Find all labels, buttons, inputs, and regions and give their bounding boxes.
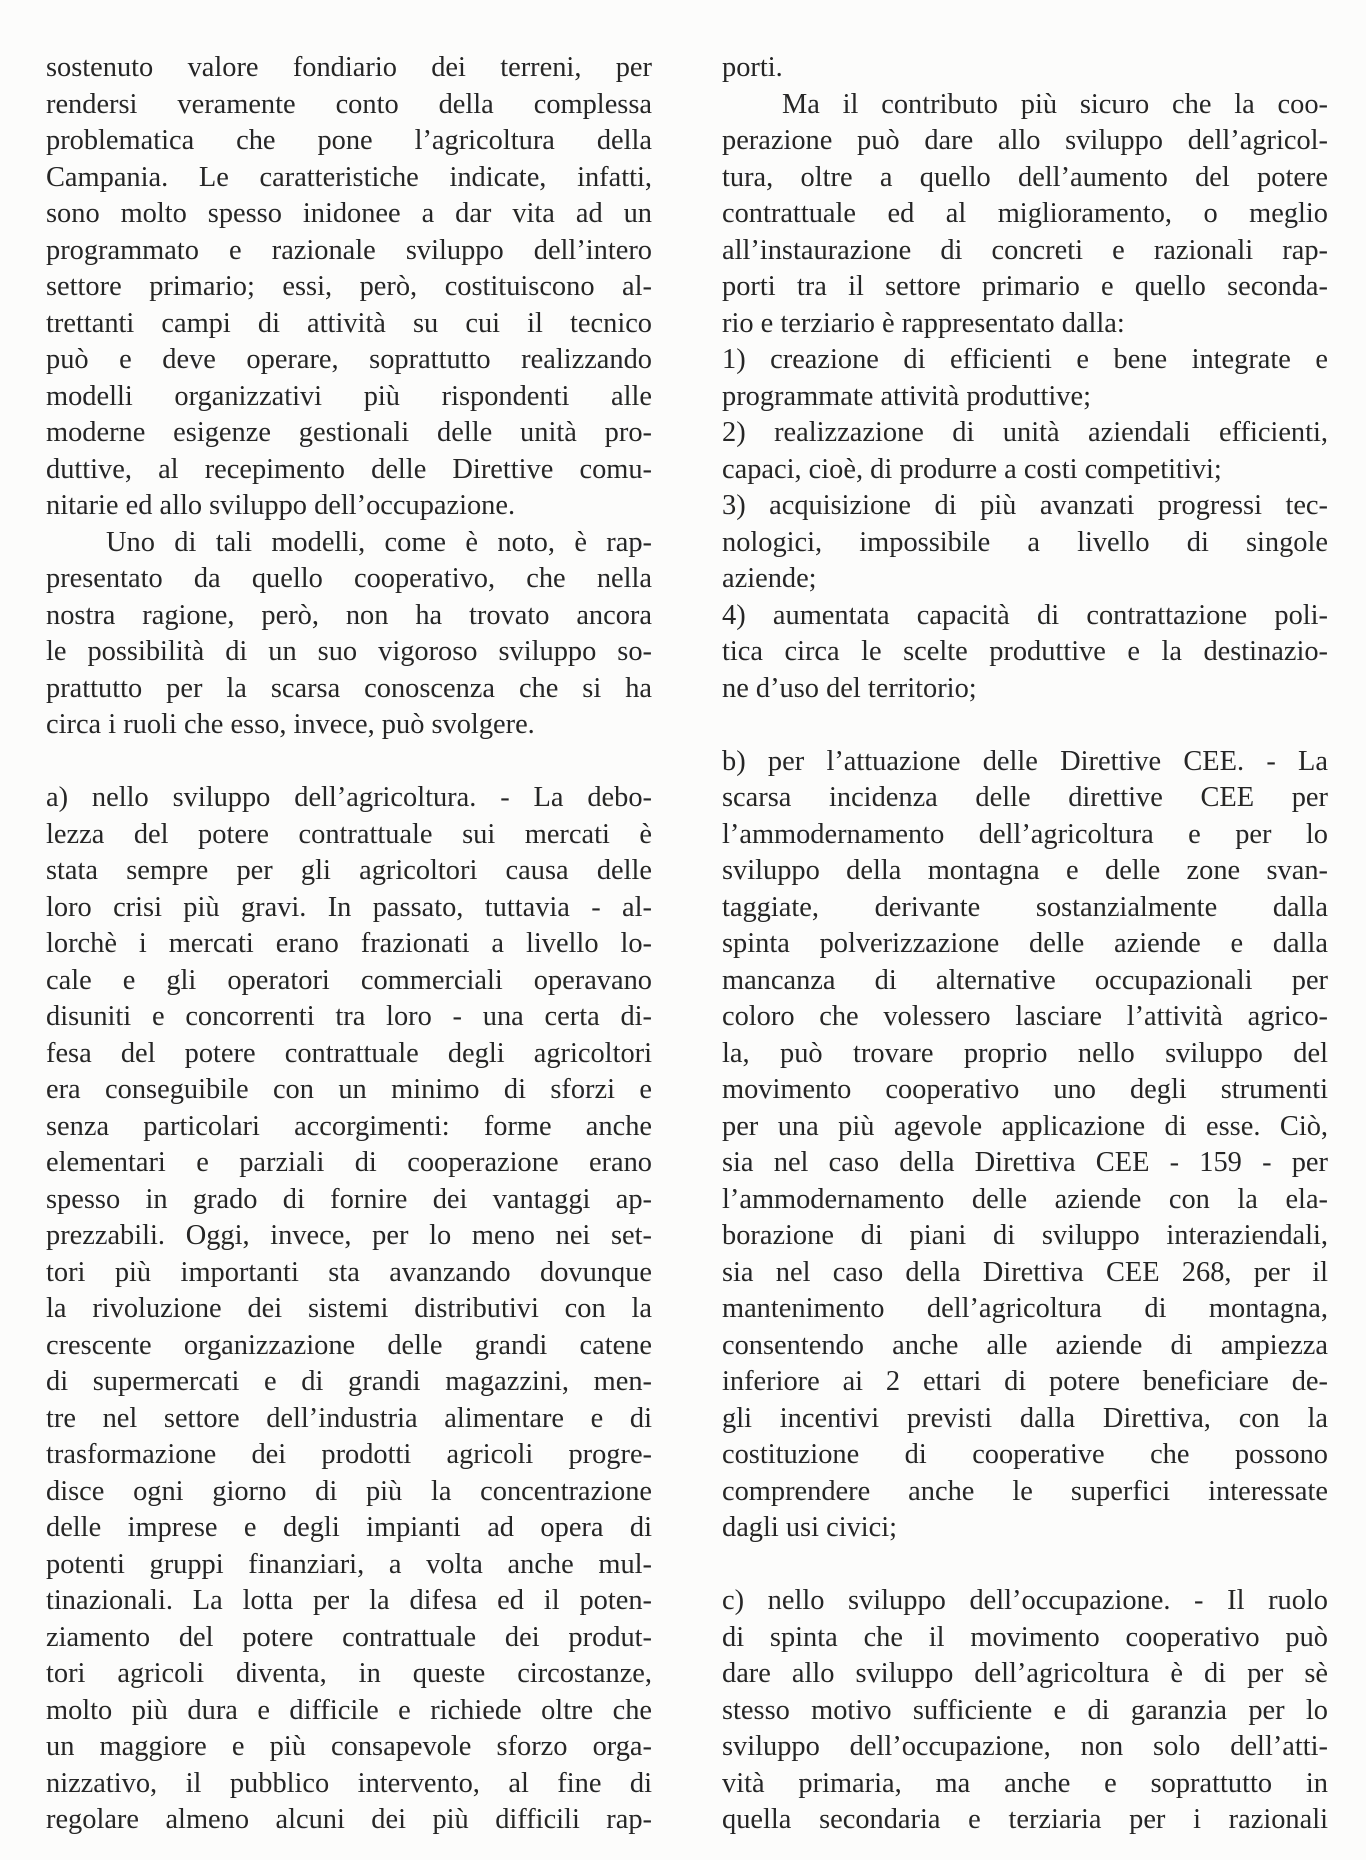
text-line: consentendo anche alle aziende di ampiezza	[722, 1329, 1328, 1361]
list-item: 2) realizzazione di unità aziendali efficienti,	[722, 417, 1328, 448]
text-line: tinazionali. La lotta per la difesa ed il poten-	[46, 1585, 652, 1616]
text-line: c) nello sviluppo dell’occupazione. - Il ruolo	[722, 1585, 1328, 1616]
text-line: potenti gruppi finanziari, a volta anche mul-	[46, 1548, 652, 1580]
text-line: circa i ruoli che esso, invece, può svolgere.	[46, 709, 535, 740]
text-line: delle imprese e degli impianti ad opera di	[46, 1512, 652, 1543]
text-line: rendersi veramente conto della complessa	[46, 88, 652, 120]
text-line: sviluppo dell’occupazione, non solo dell’atti-	[722, 1731, 1328, 1762]
right-numbered-list	[722, 342, 1328, 707]
text-line: di supermercati e di grandi magazzini, men-	[46, 1366, 652, 1397]
text-line: regolare almeno alcuni dei più difficili rap-	[46, 1804, 652, 1835]
text-line: programmato e razionale sviluppo dell’intero	[46, 234, 652, 266]
text-line: di spinta che il movimento cooperativo può	[722, 1621, 1328, 1653]
text-line: Ma il contributo più sicuro che la coo-	[782, 88, 1328, 120]
text-line: sia nel caso della Direttiva CEE 268, per il	[722, 1256, 1328, 1288]
text-line: elementari e parziali di cooperazione erano	[46, 1147, 652, 1178]
text-line: porti tra il settore primario e quello seconda-	[722, 271, 1328, 302]
text-line: b) per l’attuazione delle Direttive CEE. - La	[722, 745, 1328, 777]
text-line: duttive, al recepimento delle Direttive comu-	[46, 453, 652, 485]
right-paragraph-1	[722, 87, 1328, 343]
paragraph-spacer	[722, 707, 1328, 744]
text-line: prattutto per la scarsa conoscenza che si ha	[46, 672, 652, 704]
text-line: presentato da quello cooperativo, che nella	[46, 563, 652, 594]
text-line: quella secondaria e terziaria per i razionali	[722, 1804, 1328, 1835]
text-line: disuniti e concorrenti tra loro - una certa di-	[46, 1001, 652, 1032]
right-section-b	[722, 744, 1328, 1547]
text-line: molto più dura e difficile e richiede oltre che	[46, 1694, 652, 1726]
text-line: la, può trovare proprio nello sviluppo del	[722, 1037, 1328, 1069]
text-line: modelli organizzativi più rispondenti alle	[46, 380, 652, 412]
text-line: Campania. Le caratteristiche indicate, infatti,	[46, 161, 652, 193]
text-line: crescente organizzazione delle grandi catene	[46, 1329, 652, 1361]
text-line: Uno di tali modelli, come è noto, è rap-	[106, 526, 652, 558]
text-line: gli incentivi previsti dalla Direttiva, con la	[722, 1402, 1328, 1434]
text-line: mantenimento dell’agricoltura di montagna,	[722, 1293, 1328, 1324]
paragraph-spacer	[722, 1547, 1328, 1584]
list-item: tica circa le scelte produttive e la destinazio-	[722, 636, 1328, 667]
list-item: 4) aumentata capacità di contrattazione poli-	[722, 599, 1328, 631]
list-item: 1) creazione di efficienti e bene integrate e	[722, 344, 1328, 375]
text-line: mancanza di alternative occupazionali per	[722, 964, 1328, 996]
text-line: trettanti campi di attività su cui il tecnico	[46, 307, 652, 339]
list-item: aziende;	[722, 563, 817, 594]
text-line: spesso in grado di fornire dei vantaggi ap-	[46, 1183, 652, 1215]
text-line: tori agricoli diventa, in queste circostanze,	[46, 1658, 652, 1689]
text-line: porti.	[722, 52, 783, 83]
text-line: la rivoluzione dei sistemi distributivi con la	[46, 1293, 652, 1324]
text-line: tura, oltre a quello dell’aumento del potere	[722, 161, 1328, 193]
text-line: movimento cooperativo uno degli strumenti	[722, 1074, 1328, 1105]
right-column	[722, 50, 1328, 1839]
text-line: stesso motivo sufficiente e di garanzia per lo	[722, 1694, 1328, 1726]
text-line: disce ogni giorno di più la concentrazione	[46, 1475, 652, 1507]
text-line: a) nello sviluppo dell’agricoltura. - La debo-	[46, 782, 652, 813]
text-line: l’ammodernamento dell’agricoltura e per lo	[722, 818, 1328, 850]
text-line: contrattuale ed al miglioramento, o meglio	[722, 198, 1328, 229]
text-line: scarsa incidenza delle direttive CEE per	[722, 782, 1328, 813]
text-line: lezza del potere contrattuale sui mercati è	[46, 818, 652, 850]
list-item: capaci, cioè, di produrre a costi competitivi;	[722, 453, 1222, 485]
list-item: ne d’uso del territorio;	[722, 672, 977, 704]
text-line: borazione di piani di sviluppo interaziendali,	[722, 1220, 1328, 1251]
text-line: problematica che pone l’agricoltura della	[46, 125, 652, 156]
text-line: perazione può dare allo sviluppo dell’agricol-	[722, 125, 1328, 156]
text-line: sviluppo della montagna e delle zone svan-	[722, 855, 1328, 886]
text-line: prezzabili. Oggi, invece, per lo meno nei set-	[46, 1220, 652, 1251]
text-line: dare allo sviluppo dell’agricoltura è di per sè	[722, 1658, 1328, 1689]
text-line: vità primaria, ma anche e soprattutto in	[722, 1767, 1328, 1799]
text-line: taggiate, derivante sostanzialmente dalla	[722, 891, 1328, 923]
paragraph-spacer	[46, 744, 652, 781]
text-line: nitarie ed allo sviluppo dell’occupazione.	[46, 490, 516, 521]
text-line: l’ammodernamento delle aziende con la ela-	[722, 1183, 1328, 1215]
text-line: cale e gli operatori commerciali operavano	[46, 964, 652, 996]
text-line: loro crisi più gravi. In passato, tuttavia - al-	[46, 891, 652, 923]
text-line: può e deve operare, soprattutto realizzando	[46, 344, 652, 375]
text-line: moderne esigenze gestionali delle unità pro-	[46, 417, 652, 448]
left-column	[46, 50, 652, 1839]
text-line: tre nel settore dell’industria alimentare e di	[46, 1402, 652, 1434]
list-item: programmate attività produttive;	[722, 380, 1091, 412]
text-line: per una più agevole applicazione di esse. Ciò,	[722, 1110, 1328, 1142]
text-line: nizzativo, il pubblico intervento, al fine di	[46, 1767, 652, 1799]
list-item: 3) acquisizione di più avanzati progressi tec-	[722, 490, 1328, 521]
left-paragraph-2	[46, 525, 652, 744]
left-paragraph-1	[46, 50, 652, 525]
left-section-a	[46, 780, 652, 1839]
text-line: nostra ragione, però, non ha trovato ancora	[46, 599, 652, 631]
text-line: comprendere anche le superfici interessate	[722, 1475, 1328, 1507]
text-line: trasformazione dei prodotti agricoli progre-	[46, 1439, 652, 1470]
text-line: all’instaurazione di concreti e razionali rap-	[722, 234, 1328, 266]
text-line: rio e terziario è rappresentato dalla:	[722, 307, 1125, 339]
text-line: era conseguibile con un minimo di sforzi e	[46, 1074, 652, 1105]
right-section-c	[722, 1583, 1328, 1839]
list-item: nologici, impossibile a livello di singole	[722, 526, 1328, 558]
text-line: spinta polverizzazione delle aziende e dalla	[722, 928, 1328, 959]
text-line: senza particolari accorgimenti: forme anche	[46, 1110, 652, 1142]
text-line: stata sempre per gli agricoltori causa delle	[46, 855, 652, 886]
text-line: settore primario; essi, però, costituiscono al-	[46, 271, 652, 302]
text-line: ziamento del potere contrattuale dei produt-	[46, 1621, 652, 1653]
text-line: sono molto spesso inidonee a dar vita ad un	[46, 198, 652, 229]
right-continuation	[722, 50, 1328, 87]
text-line: dagli usi civici;	[722, 1512, 898, 1543]
text-line: costituzione di cooperative che possono	[722, 1439, 1328, 1470]
text-line: coloro che volessero lasciare l’attività agrico-	[722, 1001, 1328, 1032]
text-line: le possibilità di un suo vigoroso sviluppo so-	[46, 636, 652, 667]
text-line: lorchè i mercati erano frazionati a livello lo-	[46, 928, 652, 959]
text-line: sostenuto valore fondiario dei terreni, per	[46, 52, 652, 83]
text-line: inferiore ai 2 ettari di potere beneficiare de-	[722, 1366, 1328, 1397]
text-line: un maggiore e più consapevole sforzo orga-	[46, 1731, 652, 1762]
text-line: sia nel caso della Direttiva CEE - 159 - per	[722, 1147, 1328, 1178]
text-line: tori più importanti sta avanzando dovunque	[46, 1256, 652, 1288]
text-line: fesa del potere contrattuale degli agricoltori	[46, 1037, 652, 1069]
